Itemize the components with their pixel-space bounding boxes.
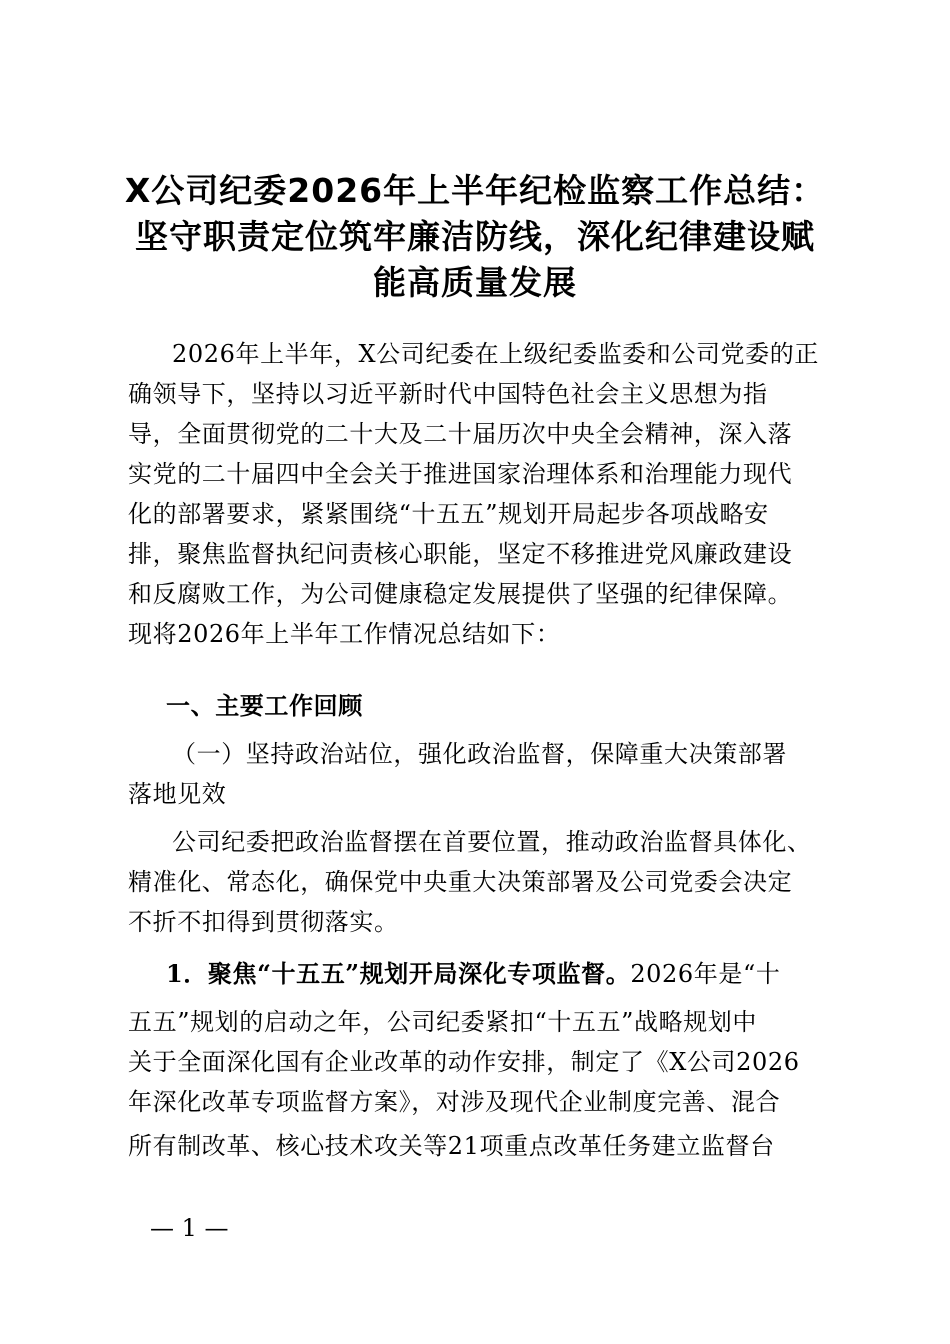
intro-line-2: 确领导下，坚持以习近平新时代中国特色社会主义思想为指 bbox=[128, 380, 768, 408]
item-1-lead: 1．聚焦“十五五”规划开局深化专项监督。 bbox=[166, 959, 631, 988]
title-line-2: 坚守职责定位筑牢廉洁防线，深化纪律建设赋 bbox=[135, 217, 815, 256]
section-heading: 一、主要工作回顾 bbox=[166, 692, 363, 720]
intro-line-7: 和反腐败工作，为公司健康稳定发展提供了坚强的纪律保障。 bbox=[128, 580, 793, 608]
title-line-3: 能高质量发展 bbox=[373, 263, 577, 302]
intro-line-8: 现将2026年上半年工作情况总结如下： bbox=[128, 620, 561, 648]
item-1-line-1-rest: 2026年是“十 bbox=[630, 960, 781, 988]
item-1-line-1 bbox=[166, 958, 866, 990]
item-1-line-5: 所有制改革、核心技术攻关等21项重点改革任务建立监督台 bbox=[128, 1132, 775, 1160]
item-1-line-4: 年深化改革专项监督方案》，对涉及现代企业制度完善、混合 bbox=[128, 1088, 781, 1116]
intro-line-1: 2026年上半年，X公司纪委在上级纪委监委和公司党委的正 bbox=[172, 340, 819, 368]
subsection-body-line-3: 不折不扣得到贯彻落实。 bbox=[128, 908, 399, 936]
page-number: — 1 — bbox=[150, 1214, 229, 1242]
subsection-body-line-2: 精准化、常态化，确保党中央重大决策部署及公司党委会决定 bbox=[128, 868, 793, 896]
title-line-1: X公司纪委2026年上半年纪检监察工作总结： bbox=[124, 171, 826, 210]
intro-line-5: 化的部署要求，紧紧围绕“十五五”规划开局起步各项战略安 bbox=[128, 500, 769, 528]
intro-line-3: 导，全面贯彻党的二十大及二十届历次中央全会精神，深入落 bbox=[128, 420, 793, 448]
intro-line-6: 排，聚焦监督执纪问责核心职能，坚定不移推进党风廉政建设 bbox=[128, 540, 793, 568]
subsection-heading-line-1: （一）坚持政治站位，强化政治监督，保障重大决策部署 bbox=[172, 740, 787, 768]
subsection-heading-line-2: 落地见效 bbox=[128, 780, 227, 808]
document-title bbox=[100, 168, 850, 306]
intro-line-4: 实党的二十届四中全会关于推进国家治理体系和治理能力现代 bbox=[128, 460, 793, 488]
item-1-line-2: 五五”规划的启动之年，公司纪委紧扣“十五五”战略规划中 bbox=[128, 1008, 758, 1036]
subsection-body-line-1: 公司纪委把政治监督摆在首要位置，推动政治监督具体化、 bbox=[172, 828, 812, 856]
item-1-line-3: 关于全面深化国有企业改革的动作安排，制定了《X公司2026 bbox=[128, 1048, 800, 1076]
